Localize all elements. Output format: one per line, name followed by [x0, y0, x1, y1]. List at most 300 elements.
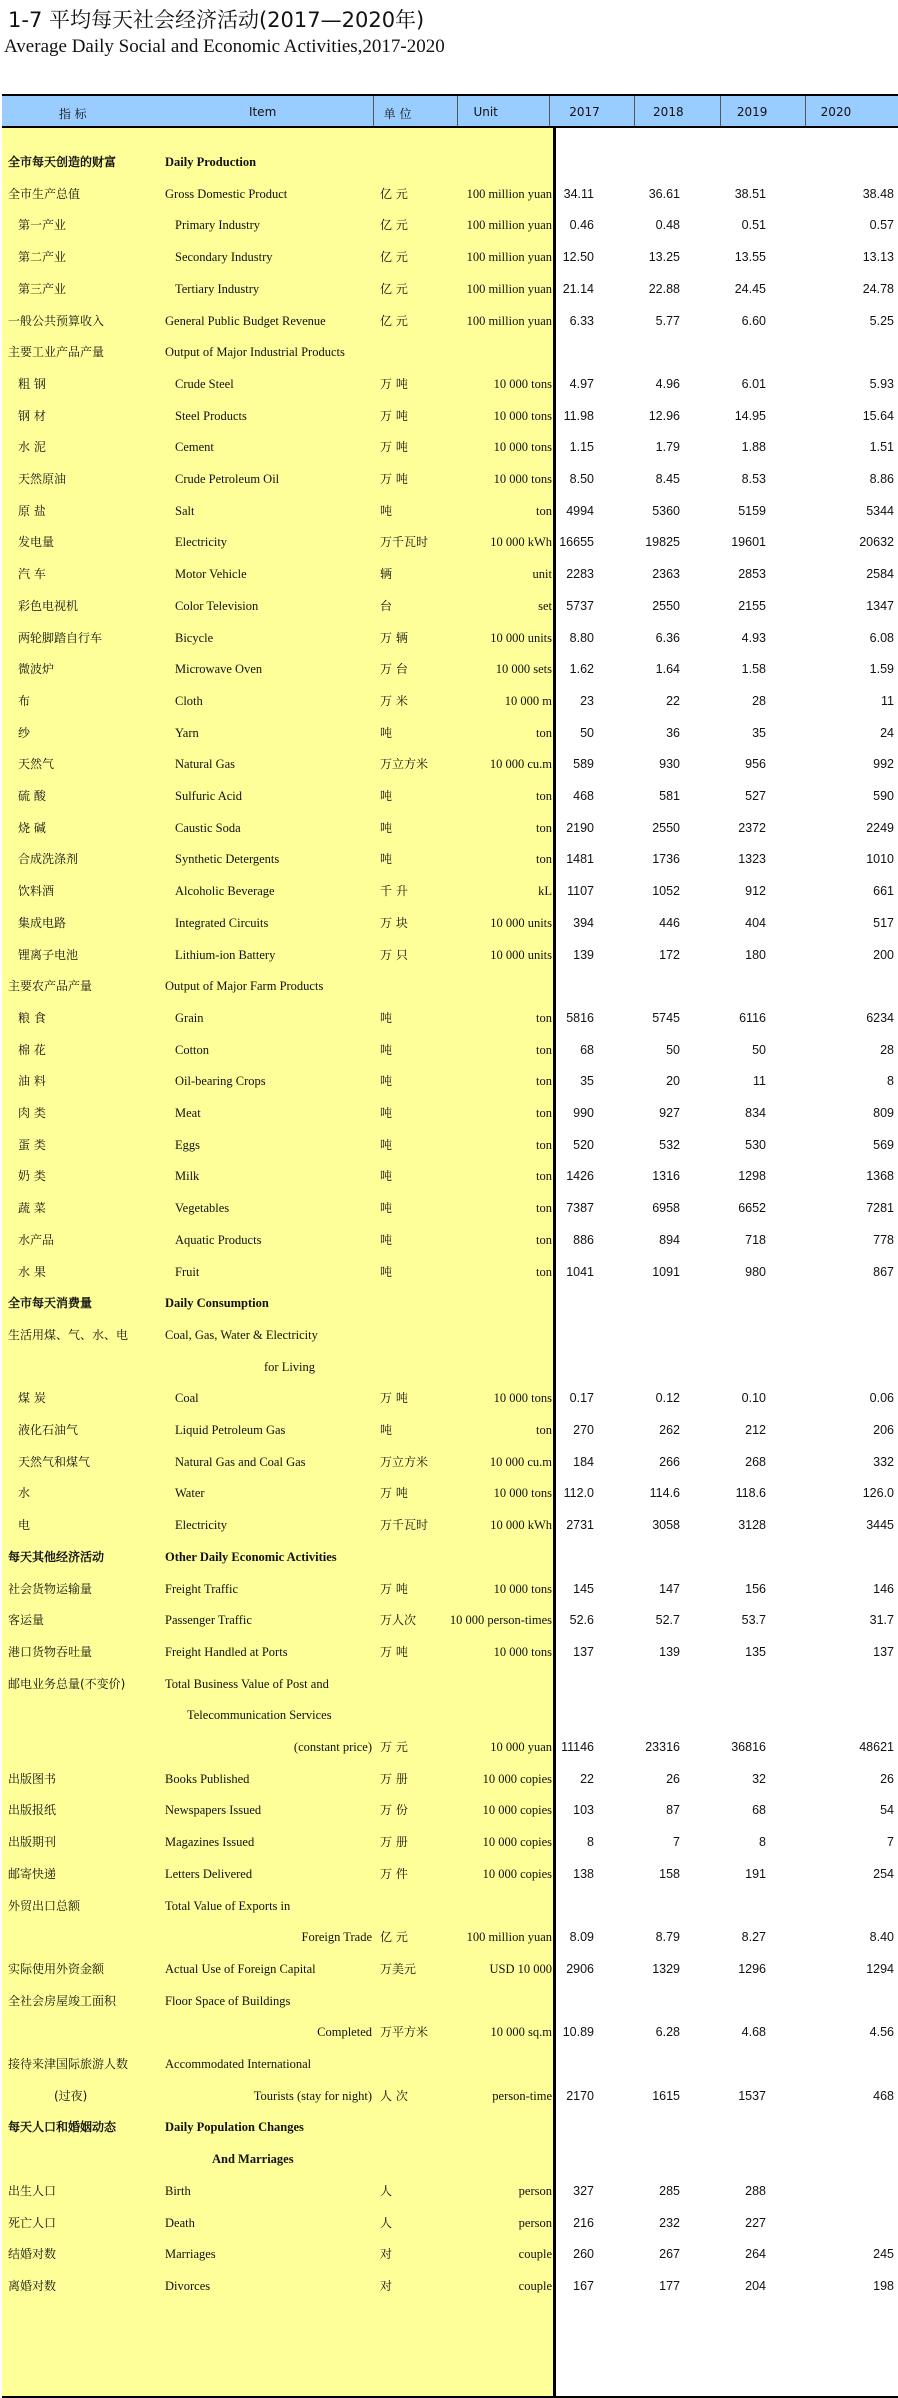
table-title-chinese: 1-7 平均每天社会经济活动(2017—2020年) — [8, 8, 425, 32]
value-2017: 520 — [573, 1137, 594, 1152]
value-2018: 87 — [666, 1803, 680, 1818]
table-row — [2, 2207, 898, 2239]
table-row — [2, 1763, 898, 1795]
unit-cn: 万 元 — [380, 1740, 408, 1754]
item-en: Natural Gas — [175, 757, 236, 772]
item-en: Liquid Petroleum Gas — [175, 1423, 286, 1437]
value-2018: 7 — [673, 1835, 680, 1850]
table-row — [2, 1921, 898, 1953]
value-2019: 1323 — [738, 852, 766, 867]
value-2019: 1.88 — [741, 440, 766, 455]
value-2020: 1.59 — [869, 662, 894, 677]
item-en: Passenger Traffic — [165, 1613, 252, 1628]
value-2018: 8.79 — [655, 1930, 680, 1945]
table-row — [2, 780, 898, 812]
indicator-cn: 天然原油 — [18, 472, 67, 486]
value-2020: 200 — [873, 947, 894, 962]
indicator-cn: 纱 — [18, 725, 31, 740]
item-en: Birth — [165, 2183, 191, 2198]
value-2019: 264 — [745, 2247, 766, 2262]
item-en: Cloth — [175, 693, 203, 708]
table-row — [2, 1319, 898, 1351]
unit-cn: 万美元 — [380, 1961, 417, 1976]
unit-cn: 吨 — [380, 1137, 393, 1152]
item-en: Telecommunication Services — [187, 1708, 332, 1723]
unit-cn: 吨 — [380, 1264, 393, 1279]
value-2020: 867 — [873, 1264, 894, 1279]
value-2020: 7 — [887, 1835, 894, 1850]
unit-en: 10 000 tons — [493, 1581, 552, 1596]
value-2017: 22 — [580, 1771, 594, 1786]
value-2019: 28 — [752, 693, 766, 708]
value-2020: 0.57 — [869, 218, 894, 233]
value-2019: 1.58 — [741, 662, 766, 677]
value-2018: 36.61 — [648, 186, 680, 201]
value-2017: 21.14 — [562, 281, 594, 296]
value-2020: 8.86 — [869, 472, 894, 486]
item-en: Synthetic Detergents — [175, 852, 280, 867]
value-2017: 23 — [580, 693, 594, 708]
table-row — [2, 1446, 898, 1478]
table-row — [2, 1382, 898, 1414]
value-2019: 4.93 — [741, 630, 766, 645]
header-item: Item — [248, 105, 277, 119]
value-2017: 260 — [573, 2247, 594, 2262]
value-2017: 6.33 — [569, 313, 594, 328]
value-2018: 894 — [659, 1232, 680, 1247]
value-2019: 718 — [745, 1232, 766, 1247]
item-en: Sulfuric Acid — [175, 789, 243, 803]
item-en: for Living — [264, 1359, 316, 1374]
table-row — [2, 1985, 898, 2017]
table-row — [2, 273, 898, 305]
value-2017: 139 — [573, 947, 594, 962]
header-year-2020: 2020 — [820, 105, 852, 119]
indicator-cn: 水 泥 — [18, 440, 46, 455]
indicator-cn: 每天人口和婚姻动态 — [8, 2120, 117, 2135]
unit-cn: 亿 元 — [380, 1930, 408, 1945]
value-2020: 992 — [873, 757, 894, 772]
indicator-cn: 彩色电视机 — [18, 598, 79, 613]
item-en: Foreign Trade — [301, 1930, 372, 1945]
unit-cn: 吨 — [380, 1201, 393, 1216]
unit-cn: 亿 元 — [380, 281, 408, 296]
value-2017: 1.15 — [569, 440, 594, 455]
item-en: Crude Steel — [175, 376, 234, 391]
unit-en: kL — [538, 884, 552, 899]
table-row — [2, 1890, 898, 1922]
value-2019: 135 — [745, 1644, 766, 1659]
value-2020: 48621 — [859, 1740, 894, 1754]
item-en: (constant price) — [293, 1740, 372, 1754]
indicator-cn: 出版报纸 — [8, 1803, 57, 1818]
value-2018: 139 — [659, 1644, 680, 1659]
indicator-cn: 汽 车 — [18, 567, 46, 582]
value-2020: 7281 — [866, 1201, 894, 1216]
indicator-cn: 烧 碱 — [18, 820, 46, 835]
unit-cn: 人 — [380, 2183, 393, 2198]
unit-cn: 吨 — [380, 852, 393, 867]
value-2020: 569 — [873, 1137, 894, 1152]
value-2017: 270 — [573, 1423, 594, 1437]
table-row — [2, 653, 898, 685]
unit-cn: 万 吨 — [380, 472, 408, 486]
indicator-cn: 奶 类 — [18, 1169, 46, 1184]
item-en: Death — [165, 2215, 195, 2230]
item-en: Integrated Circuits — [175, 915, 269, 930]
indicator-cn: 集成电路 — [18, 915, 67, 930]
indicator-cn: 全市生产总值 — [8, 186, 81, 201]
header-year-2019: 2019 — [736, 105, 768, 119]
header-year-2017: 2017 — [569, 105, 600, 119]
value-2018: 446 — [659, 915, 680, 930]
item-en: Newspapers Issued — [165, 1803, 262, 1818]
indicator-cn: 油 料 — [18, 1074, 46, 1089]
value-2018: 1329 — [652, 1961, 680, 1976]
indicator-cn: 客运量 — [8, 1613, 45, 1628]
table-row — [2, 2143, 898, 2175]
value-2019: 530 — [745, 1137, 766, 1152]
unit-en: 10 000 tons — [493, 408, 552, 423]
unit-en: 10 000 kWh — [490, 535, 552, 550]
item-en: Marriages — [165, 2247, 216, 2262]
value-2018: 0.12 — [655, 1391, 680, 1406]
item-en: Grain — [175, 1010, 204, 1025]
value-2019: 956 — [745, 757, 766, 772]
table-row — [2, 1129, 898, 1161]
value-2018: 22 — [666, 693, 680, 708]
value-2019: 11 — [753, 1074, 766, 1089]
value-2018: 6.28 — [655, 2025, 680, 2040]
unit-cn: 万千瓦时 — [380, 1518, 429, 1533]
unit-en: ton — [536, 503, 552, 518]
value-2019: 527 — [745, 789, 766, 803]
value-2017: 35 — [580, 1074, 594, 1089]
value-2018: 12.96 — [648, 408, 680, 423]
value-2017: 167 — [573, 2278, 594, 2293]
table-row — [2, 336, 898, 368]
indicator-cn: 天然气和煤气 — [18, 1454, 91, 1469]
value-2018: 20 — [666, 1074, 680, 1089]
value-2019: 227 — [745, 2215, 766, 2230]
value-2019: 8.53 — [741, 472, 766, 486]
indicator-cn: 每天其他经济活动 — [8, 1549, 105, 1564]
unit-cn: 万 册 — [380, 1835, 408, 1850]
item-en: Daily Consumption — [165, 1296, 269, 1311]
value-2020: 1010 — [866, 852, 894, 867]
unit-en: 10 000 m — [504, 693, 552, 708]
value-2018: 5745 — [652, 1010, 680, 1025]
table-row — [2, 2016, 898, 2048]
value-2020: 6234 — [866, 1010, 894, 1025]
indicator-cn: 硫 酸 — [18, 789, 46, 803]
indicator-cn: 天然气 — [18, 757, 55, 772]
value-2018: 5.77 — [655, 313, 680, 328]
value-2017: 2283 — [566, 567, 594, 582]
value-2020: 5.25 — [869, 313, 894, 328]
header-unit-en: Unit — [473, 105, 498, 119]
table-row — [2, 209, 898, 241]
value-2017: 103 — [573, 1803, 594, 1818]
value-2018: 1.79 — [655, 440, 680, 455]
table-row — [2, 1699, 898, 1731]
value-2017: 68 — [580, 1042, 594, 1057]
unit-en: ton — [536, 1423, 552, 1437]
indicator-cn: 邮寄快递 — [8, 1866, 57, 1881]
indicator-cn: 主要工业产品产量 — [8, 345, 105, 360]
item-en: Eggs — [175, 1137, 200, 1152]
indicator-cn: 合成洗涤剂 — [18, 852, 79, 867]
value-2020: 5.93 — [869, 376, 894, 391]
value-2018: 285 — [659, 2183, 680, 2198]
indicator-cn: 棉 花 — [18, 1042, 46, 1057]
value-2018: 581 — [659, 789, 680, 803]
indicator-cn: 邮电业务总量(不变价) — [8, 1676, 126, 1691]
value-2017: 0.17 — [569, 1391, 594, 1406]
unit-en: 100 million yuan — [466, 186, 552, 201]
table-row — [2, 1287, 898, 1319]
indicator-cn: 煤 炭 — [18, 1391, 46, 1406]
value-2018: 3058 — [652, 1518, 680, 1533]
unit-en: 10 000 copies — [482, 1835, 552, 1850]
item-en: Magazines Issued — [165, 1835, 255, 1850]
value-2020: 590 — [873, 789, 894, 803]
item-en: Freight Handled at Ports — [165, 1644, 288, 1659]
value-2019: 38.51 — [734, 186, 766, 201]
table-row — [2, 685, 898, 717]
table-row — [2, 305, 898, 337]
table-row — [2, 1414, 898, 1446]
value-2019: 268 — [745, 1454, 766, 1469]
unit-cn: 万 米 — [380, 693, 408, 708]
value-2019: 36816 — [731, 1740, 766, 1754]
unit-en: 10 000 tons — [493, 1486, 552, 1501]
item-en: Primary Industry — [175, 218, 261, 233]
value-2017: 394 — [573, 915, 594, 930]
table-row — [2, 717, 898, 749]
header-separator — [805, 96, 806, 126]
header-separator — [720, 96, 721, 126]
value-2018: 266 — [659, 1454, 680, 1469]
value-2020: 146 — [873, 1581, 894, 1596]
value-2019: 156 — [745, 1581, 766, 1596]
value-2017: 11.98 — [563, 408, 594, 423]
value-2020: 332 — [873, 1454, 894, 1469]
indicator-cn: 蛋 类 — [18, 1137, 46, 1152]
item-en: Motor Vehicle — [175, 567, 247, 582]
value-2017: 468 — [573, 789, 594, 803]
table-row — [2, 1034, 898, 1066]
indicator-cn: 第一产业 — [18, 218, 67, 233]
unit-en: 10 000 sets — [495, 662, 552, 677]
item-en: Alcoholic Beverage — [175, 884, 275, 899]
value-2019: 288 — [745, 2183, 766, 2198]
value-2019: 19601 — [731, 535, 766, 550]
unit-cn: 人 次 — [380, 2088, 408, 2103]
value-2017: 112.0 — [563, 1486, 594, 1501]
item-en: And Marriages — [212, 2152, 294, 2167]
item-en: Books Published — [165, 1771, 250, 1786]
unit-cn: 对 — [380, 2247, 393, 2262]
header-separator — [373, 96, 374, 126]
table-row — [2, 907, 898, 939]
indicator-cn: 死亡人口 — [8, 2215, 57, 2230]
unit-cn: 万 台 — [380, 662, 408, 677]
unit-en: 10 000 tons — [493, 1391, 552, 1406]
table-row — [2, 146, 898, 178]
unit-en: 10 000 person-times — [449, 1613, 552, 1628]
table-row — [2, 2238, 898, 2270]
value-2017: 8.09 — [569, 1930, 594, 1945]
unit-cn: 亿 元 — [380, 250, 408, 265]
value-2017: 1107 — [567, 884, 594, 899]
table-title-english: Average Daily Social and Economic Activities,2017-2020 — [4, 36, 445, 57]
item-en: Tourists (stay for night) — [253, 2088, 372, 2103]
value-2019: 2155 — [738, 598, 766, 613]
item-en: Actual Use of Foreign Capital — [165, 1961, 316, 1976]
indicator-cn: 出版期刊 — [8, 1835, 57, 1850]
table-row — [2, 1636, 898, 1668]
value-2018: 232 — [659, 2215, 680, 2230]
item-en: Steel Products — [175, 408, 247, 423]
unit-en: ton — [536, 852, 552, 867]
unit-cn: 千 升 — [380, 884, 408, 899]
unit-en: person — [518, 2215, 552, 2230]
unit-en: USD 10 000 — [489, 1961, 552, 1976]
value-2019: 6.60 — [741, 313, 766, 328]
indicator-cn: 社会货物运输量 — [8, 1581, 93, 1596]
value-2020: 15.64 — [862, 408, 894, 423]
item-en: Electricity — [175, 535, 228, 550]
unit-cn: 吨 — [380, 1423, 393, 1437]
value-2020: 1347 — [866, 598, 894, 613]
value-2017: 1426 — [566, 1169, 594, 1184]
unit-en: ton — [536, 1010, 552, 1025]
unit-en: person-time — [492, 2088, 552, 2103]
table-row — [2, 1002, 898, 1034]
value-2018: 6.36 — [655, 630, 680, 645]
value-2018: 52.7 — [655, 1613, 680, 1628]
value-2019: 68 — [752, 1803, 766, 1818]
value-2017: 7387 — [566, 1201, 594, 1216]
table-row — [2, 558, 898, 590]
unit-en: person — [518, 2183, 552, 2198]
value-2017: 2170 — [566, 2088, 594, 2103]
value-2018: 5360 — [652, 503, 680, 518]
table-row — [2, 1858, 898, 1890]
unit-cn: 吨 — [380, 1042, 393, 1057]
table-row — [2, 2048, 898, 2080]
table-row — [2, 1573, 898, 1605]
unit-cn: 万 块 — [380, 915, 408, 930]
unit-cn: 吨 — [380, 1169, 393, 1184]
value-2018: 147 — [659, 1581, 680, 1596]
unit-cn: 吨 — [380, 1010, 393, 1025]
table-row — [2, 1256, 898, 1288]
value-2020: 137 — [873, 1644, 894, 1659]
value-2019: 1296 — [738, 1961, 766, 1976]
table-row — [2, 1731, 898, 1763]
table-row — [2, 970, 898, 1002]
item-en: Oil-bearing Crops — [175, 1074, 266, 1089]
value-2020: 254 — [873, 1866, 894, 1881]
unit-en: ton — [536, 820, 552, 835]
table-row — [2, 1097, 898, 1129]
value-2018: 172 — [659, 947, 680, 962]
indicator-cn: 水产品 — [18, 1232, 55, 1247]
item-en: Water — [175, 1486, 205, 1501]
value-2017: 5816 — [566, 1010, 594, 1025]
item-en: Completed — [317, 2025, 372, 2040]
value-2020: 198 — [873, 2278, 894, 2293]
indicator-cn: 肉 类 — [18, 1106, 46, 1120]
item-en: Vegetables — [175, 1201, 230, 1216]
unit-en: 100 million yuan — [466, 281, 552, 296]
value-2020: 26 — [880, 1771, 894, 1786]
value-2017: 1481 — [566, 852, 594, 867]
unit-cn: 万 件 — [380, 1866, 408, 1881]
unit-cn: 亿 元 — [380, 313, 408, 328]
value-2019: 404 — [745, 915, 766, 930]
item-en: Total Business Value of Post and — [165, 1676, 329, 1691]
indicator-cn: 结婚对数 — [8, 2247, 57, 2262]
indicator-cn: 两轮脚踏自行车 — [18, 630, 103, 645]
item-en: Electricity — [175, 1518, 228, 1533]
item-en: Cement — [175, 440, 214, 455]
table-row — [2, 875, 898, 907]
value-2019: 14.95 — [734, 408, 766, 423]
value-2017: 886 — [573, 1232, 594, 1247]
value-2017: 34.11 — [563, 186, 594, 201]
header-separator — [549, 96, 550, 126]
item-en: Bicycle — [175, 630, 214, 645]
indicator-cn: 蔬 菜 — [18, 1201, 46, 1216]
value-2017: 10.89 — [562, 2025, 594, 2040]
value-2019: 2853 — [738, 567, 766, 582]
indicator-cn: 一般公共预算收入 — [8, 313, 105, 328]
indicator-cn: 粗 钢 — [18, 376, 46, 391]
value-2017: 8.50 — [569, 472, 594, 486]
value-2020: 517 — [873, 915, 894, 930]
value-2018: 36 — [666, 725, 680, 740]
unit-cn: 吨 — [380, 503, 393, 518]
value-2018: 50 — [666, 1042, 680, 1057]
indicator-cn: 外贸出口总额 — [8, 1898, 81, 1913]
unit-cn: 台 — [380, 598, 393, 613]
item-en: Meat — [175, 1106, 201, 1120]
indicator-cn: 水 — [18, 1486, 31, 1501]
indicator-cn: 钢 材 — [18, 408, 46, 423]
indicator-cn: 饮料酒 — [18, 884, 55, 899]
value-2020: 778 — [873, 1232, 894, 1247]
value-2019: 912 — [745, 884, 766, 899]
value-2020: 13.13 — [862, 250, 894, 265]
value-2019: 53.7 — [741, 1613, 766, 1628]
value-2019: 204 — [745, 2278, 766, 2293]
value-2020: 28 — [880, 1042, 894, 1057]
unit-en: 10 000 sq.m — [490, 2025, 552, 2040]
table-row — [2, 1351, 898, 1383]
unit-cn: 吨 — [380, 1074, 393, 1089]
indicator-cn: 接待来津国际旅游人数 — [8, 2057, 129, 2071]
value-2019: 6.01 — [741, 376, 766, 391]
table-row — [2, 2111, 898, 2143]
unit-en: 10 000 units — [490, 630, 552, 645]
table-row — [2, 748, 898, 780]
unit-en: 100 million yuan — [466, 313, 552, 328]
unit-en: 10 000 cu.m — [489, 1454, 552, 1469]
value-2017: 5737 — [566, 598, 594, 613]
